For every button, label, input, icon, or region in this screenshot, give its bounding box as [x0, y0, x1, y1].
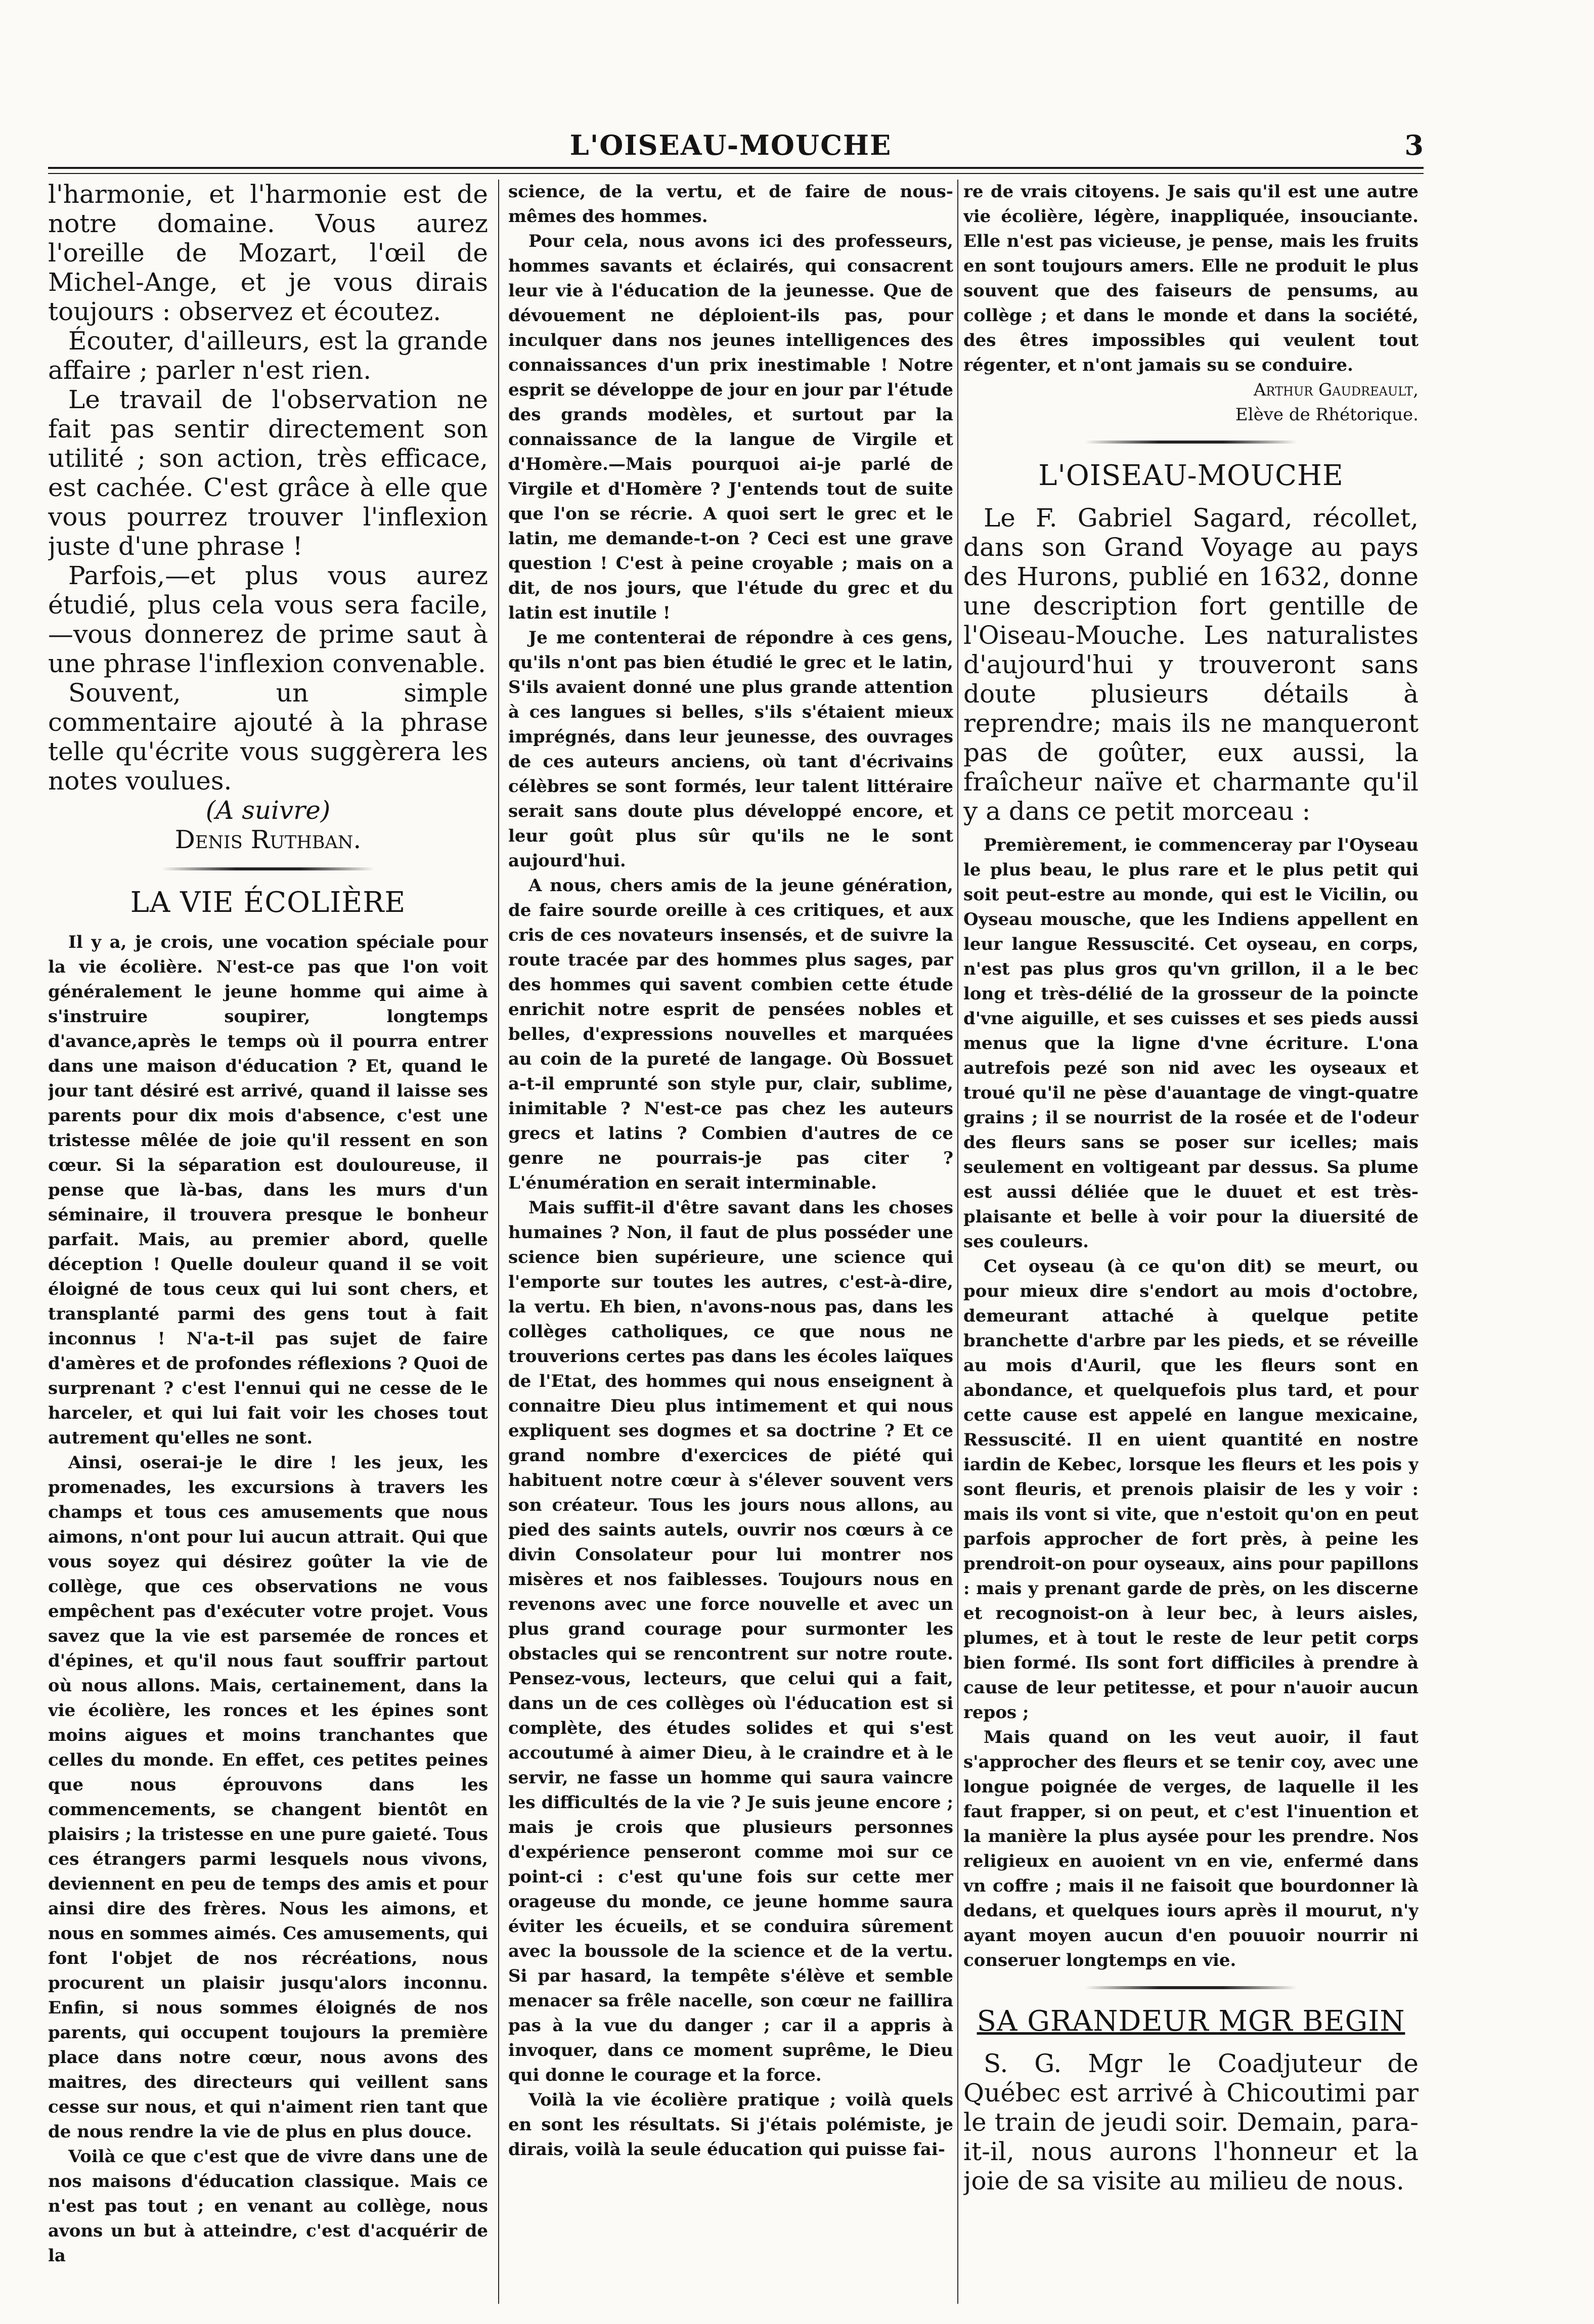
paragraph: Cet oyseau (à ce qu'on dit) se meurt, ou pour mieux dire s'endort au mois d'octobre, demeurant attaché à quelque petite branchette d'arbre par les pieds, et se réveille au mois d'Auril, que les fleurs sont en abondance, et quelquefois plus tard, et pour cette cause est appelé en langue mexicaine, Ressuscité. Il en uient quantité en nostre iardin de Kebec, lorsque les fleurs et les pois y sont fleuris, et prenois plaisir de les y voir : mais ils vont si vite, que n'estoit qu'on en peut parfois approcher de fort près, à peine les prendroit-on pour oyseaux, ains pour papillons : mais y prenant garde de près, on les discerne et recognoist-on à leur bec, à leurs aisles, plumes, et à tout le reste de leur petit corps bien formé. Ils sont fort difficiles à prendre à cause de leur petitesse, et pour n'auoir aucun repos ; — [963, 1256, 1419, 1723]
paragraph: Parfois,—et plus vous aurez étudié, plus cela vous sera facile,—vous donnerez de prime saut à une phrase l'inflexion convenable. — [48, 561, 488, 678]
section-separator — [963, 435, 1419, 449]
paragraph: S. G. Mgr le Coadjuteur de Québec est arrivé à Chicoutimi par le train de jeudi soir. Demain, para-it-il, nous aurons l'honneur et la joie de sa visite au milieu de nous. — [963, 2049, 1419, 2196]
paragraph: Premièrement, ie commenceray par l'Oyseau le plus beau, le plus rare et le plus petit qui soit peut-estre au monde, qui est le Vicilin, ou Oyseau mousche, que les Indiens appellent en leur langue Ressuscité. Cet oyseau, en corps, n'est pas plus gros qu'vn grillon, il a le bec long et très-délié de la grosseur de la poincte d'vne aiguille, et ses cuisses et ses pieds aussi menus que la ligne d'vne écriture. L'ona autrefois pezé son nid avec les oyseaux et troué qu'il ne pèse d'auantage de vingt-quatre grains ; il se nourrist de la rosée et de l'odeur des fleurs sans se poser sur icelles; mais seulement en voltigeant par dessus. Sa plume est aussi déliée que le duuet et est très-plaisante et belle à voir pour la diuersité de ses couleurs. — [963, 835, 1419, 1252]
author-signature: Denis Ruthban. — [174, 825, 362, 854]
column-2 — [508, 180, 953, 2304]
header-rule-thin — [48, 173, 1424, 174]
page-number: 3 — [1404, 129, 1424, 161]
page-header — [48, 129, 1424, 164]
paragraph: science, de la vertu, et de faire de nous-mêmes des hommes. — [508, 182, 953, 227]
news-item — [963, 2049, 1419, 2196]
paragraph: Je me contenterai de répondre à ces gens, qu'ils n'ont pas bien étudié le grec et le latin, S'ils avaient donné une plus grande attention à ces langues si belles, s'ils s'étaient mieux imprégnés, dans leur jeunesse, des ouvrages de ces auteurs anciens, où tant d'écrivains célèbres se sont formés, leur talent littéraire serait sans doute plus développé encore, et leur goût plus sûr qu'ils ne le sont aujourd'hui. — [508, 628, 953, 871]
paragraph: A nous, chers amis de la jeune génération, de faire sourde oreille à ces critiques, et aux cris de ces novateurs insensés, et de suivre la route tracée par des hommes plus sages, par des hommes qui savent combien cette étude enrichit notre esprit de pensées nobles et belles, d'expressions nouvelles et marquées au coin de la pureté de langage. Où Bossuet a-t-il emprunté son style pur, clair, sublime, inimitable ? N'est-ce pas chez les auteurs grecs et latins ? Combien d'autres de ce genre ne pourrais-je pas citer ? L'énumération en serait interminable. — [508, 875, 953, 1193]
section-title: SA GRANDEUR MGR BEGIN — [977, 2005, 1405, 2038]
paragraph: Il y a, je crois, une vocation spéciale pour la vie écolière. N'est-ce pas que l'on voit généralement le jeune homme qui aime à s'instruire soupirer, longtemps d'avance,après le temps où il pourra entrer dans une maison d'éducation ? Et, quand le jour tant désiré est arrivé, quand il laisse ses parents pour dix mois d'absence, c'est une tristesse mêlée de joie qu'il ressent en son cœur. Si la séparation est douloureuse, il pense que là-bas, dans les murs d'un séminaire, il trouvera presque le bonheur parfait. Mais, au premier abord, quelle déception ! Quelle douleur quand il se voit éloigné de tous ceux qui lui sont chers, et transplanté parmi des gens tout à fait inconnus ! N'a-t-il pas sujet de faire d'amères et de profondes réflexions ? Quoi de surprenant ? c'est l'ennui qui ne cesse de le harceler, et qui lui fait voir les choses tout autrement qu'elles ne sont. — [48, 932, 488, 1448]
paragraph: Mais suffit-il d'être savant dans les choses humaines ? Non, il faut de plus posséder une science bien supérieure, une science qui l'emporte sur toutes les autres, c'est-à-dire, la vertu. Eh bien, n'avons-nous pas, dans les collèges catholiques, ce que nous ne trouverions certes pas dans les écoles laïques de l'Etat, des hommes qui nous enseignent à connaitre Dieu plus intimement et qui nous expliquent ses dogmes et sa doctrine ? Et ce grand nombre d'exercices de piété qui habituent notre cœur à s'élever souvent vers son créateur. Tous les jours nous allons, au pied des saints autels, ouvrir nos cœurs à ce divin Consolateur pour lui montrer nos misères et nos faiblesses. Toujours nous en revenons avec une force nouvelle et avec un plus grand courage pour surmonter les obstacles qui se rencontrent sur notre route. Pensez-vous, lecteurs, que celui qui a fait, dans un de ces collèges où l'éducation est si complète, des études solides et qui s'est accoutumé à aimer Dieu, à le craindre et à le servir, ne fasse un homme qui saura vaincre les difficultés de la vie ? Je suis jeune encore ; mais je crois que plusieurs personnes d'expérience penseront comme moi sur ce point-ci : c'est qu'une fois sur cette mer orageuse du monde, ce jeune homme saura éviter les écueils, et se conduira sûrement avec la boussole de la science et de la vertu. Si par hasard, la tempête s'élève et semble menacer sa frêle nacelle, son cœur ne faillira pas à la vue du danger ; car il a appris à invoquer, dans ce moment suprême, le Dieu qui donne le courage et la force. — [508, 1198, 953, 2085]
section-title: LA VIE ÉCOLIÈRE — [130, 886, 406, 919]
paragraph: Pour cela, nous avons ici des professeurs, hommes savants et éclairés, qui consacrent leur vie à l'éducation de la jeunesse. Que de dévouement ne déploient-ils pas, pour inculquer dans nos jeunes intelligences des connaissances d'un prix inestimable ! Notre esprit se développe de jour en jour par l'étude des grands modèles, et surtout par la connaissance de la langue de Virgile et d'Homère.—Mais pourquoi ai-je parlé de Virgile et d'Homère ? J'entends tout de suite que l'on se récrie. A quoi sert le grec et le latin, me demande-t-on ? Ceci est une grave question ! C'est à peine croyable ; mais on a dit, de nos jours, que l'étude du grec et du latin est inutile ! — [508, 231, 953, 623]
author-role: Elève de Rhétorique. — [1235, 405, 1419, 425]
article-body — [963, 833, 1419, 1973]
article-continuation — [963, 180, 1419, 427]
paragraph: l'harmonie, et l'harmonie est de notre domaine. Vous aurez l'oreille de Mozart, l'œil de Michel-Ange, et je vous dirais toujours : observez et écoutez. — [48, 180, 488, 326]
column-1 — [48, 180, 488, 2304]
article-body — [48, 930, 488, 2268]
article-continuation — [48, 180, 488, 854]
paragraph: Le travail de l'observation ne fait pas sentir directement son utilité ; son action, très efficace, est cachée. C'est grâce à elle que vous pourrez trouver l'inflexion juste d'une phrase ! — [48, 385, 488, 561]
paragraph: Ainsi, oserai-je le dire ! les jeux, les promenades, les excursions à travers les champs et tous ces amusements que nous aimons, n'ont pour lui aucun attrait. Qui que vous soyez qui désirez goûter la vie de collège, que ces observations ne vous empêchent pas d'exécuter votre projet. Vous savez que la vie est parsemée de ronces et d'épines, et qu'il nous faut souffrir partout où nous allons. Mais, certainement, dans la vie écolière, les ronces et les épines sont moins aigues et moins tranchantes que celles du monde. En effet, ces petites peines que nous éprouvons dans les commencements, se changent bientôt en plaisirs ; la tristesse en une pure gaieté. Tous ces étrangers parmi lesquels nous vivons, deviennent en peu de temps des amis et pour ainsi dire des frères. Nous les aimons, et nous en sommes aimés. Ces amusements, qui font l'objet de nos récréations, nous procurent un plaisir jusqu'alors inconnu. Enfin, si nous sommes éloignés de nos parents, qui occupent toujours la première place dans notre cœur, nous avons des maitres, des directeurs qui veillent sans cesse sur nous, et qui n'aiment rien tant que de nous rendre la vie de plus en plus douce. — [48, 1453, 488, 2142]
column-3 — [963, 180, 1419, 2304]
article-intro — [963, 503, 1419, 826]
author-signature: Arthur Gaudreault, — [1253, 380, 1419, 400]
paragraph: Mais quand on les veut auoir, il faut s'approcher des fleurs et se tenir coy, avec une longue poignée de verges, de laquelle il les faut frapper, si on peut, et c'est l'inuention et la manière la plus aysée pour les prendre. Nos religieux en auoient vn en vie, enfermé dans vn coffre ; mais il ne faisoit que bourdonner là dedans, et quelques iours après il mourut, n'y ayant moyen aucun d'en pouuoir nourrir ni conseruer longtemps en vie. — [963, 1727, 1419, 1970]
column-divider — [957, 180, 958, 2304]
paragraph: Le F. Gabriel Sagard, récollet, dans son Grand Voyage au pays des Hurons, publié en 1632, donne une description fort gentille de l'Oiseau-Mouche. Les naturalistes d'aujourd'hui y trouveront sans doute plusieurs détails à reprendre; mais ils ne manqueront pas de goûter, eux aussi, la fraîcheur naïve et charmante qu'il y a dans ce petit morceau : — [963, 503, 1419, 826]
paragraph: Écouter, d'ailleurs, est la grande affaire ; parler n'est rien. — [48, 326, 488, 385]
paragraph: Souvent, un simple commentaire ajouté à la phrase telle qu'écrite vous suggèrera les notes voulues. — [48, 678, 488, 796]
section-separator — [48, 862, 488, 875]
to-be-continued: (A suivre) — [205, 796, 331, 825]
article-body — [508, 180, 953, 2162]
newspaper-title: L'OISEAU-MOUCHE — [569, 129, 892, 161]
header-rule — [48, 167, 1424, 169]
section-title: L'OISEAU-MOUCHE — [1038, 459, 1344, 492]
section-separator — [963, 1981, 1419, 1994]
column-divider — [498, 180, 499, 2304]
paragraph: re de vrais citoyens. Je sais qu'il est une autre vie écolière, légère, inappliquée, insouciante. Elle n'est pas vicieuse, je pense, mais les fruits en sont toujours amers. Elle ne produit le plus souvent que des faiseurs de pensums, au collège ; et dans le monde et dans la société, des êtres impossibles qui veulent tout régenter, et n'ont jamais su se conduire. — [963, 182, 1419, 375]
paragraph: Voilà ce que c'est que de vivre dans une de nos maisons d'éducation classique. Mais ce n'est pas tout ; en venant au collège, nous avons un but à atteindre, c'est d'acquérir de la — [48, 2146, 488, 2266]
paragraph: Voilà la vie écolière pratique ; voilà quels en sont les résultats. Si j'étais polémiste, je dirais, voilà la seule éducation qui puisse fai- — [508, 2090, 953, 2160]
